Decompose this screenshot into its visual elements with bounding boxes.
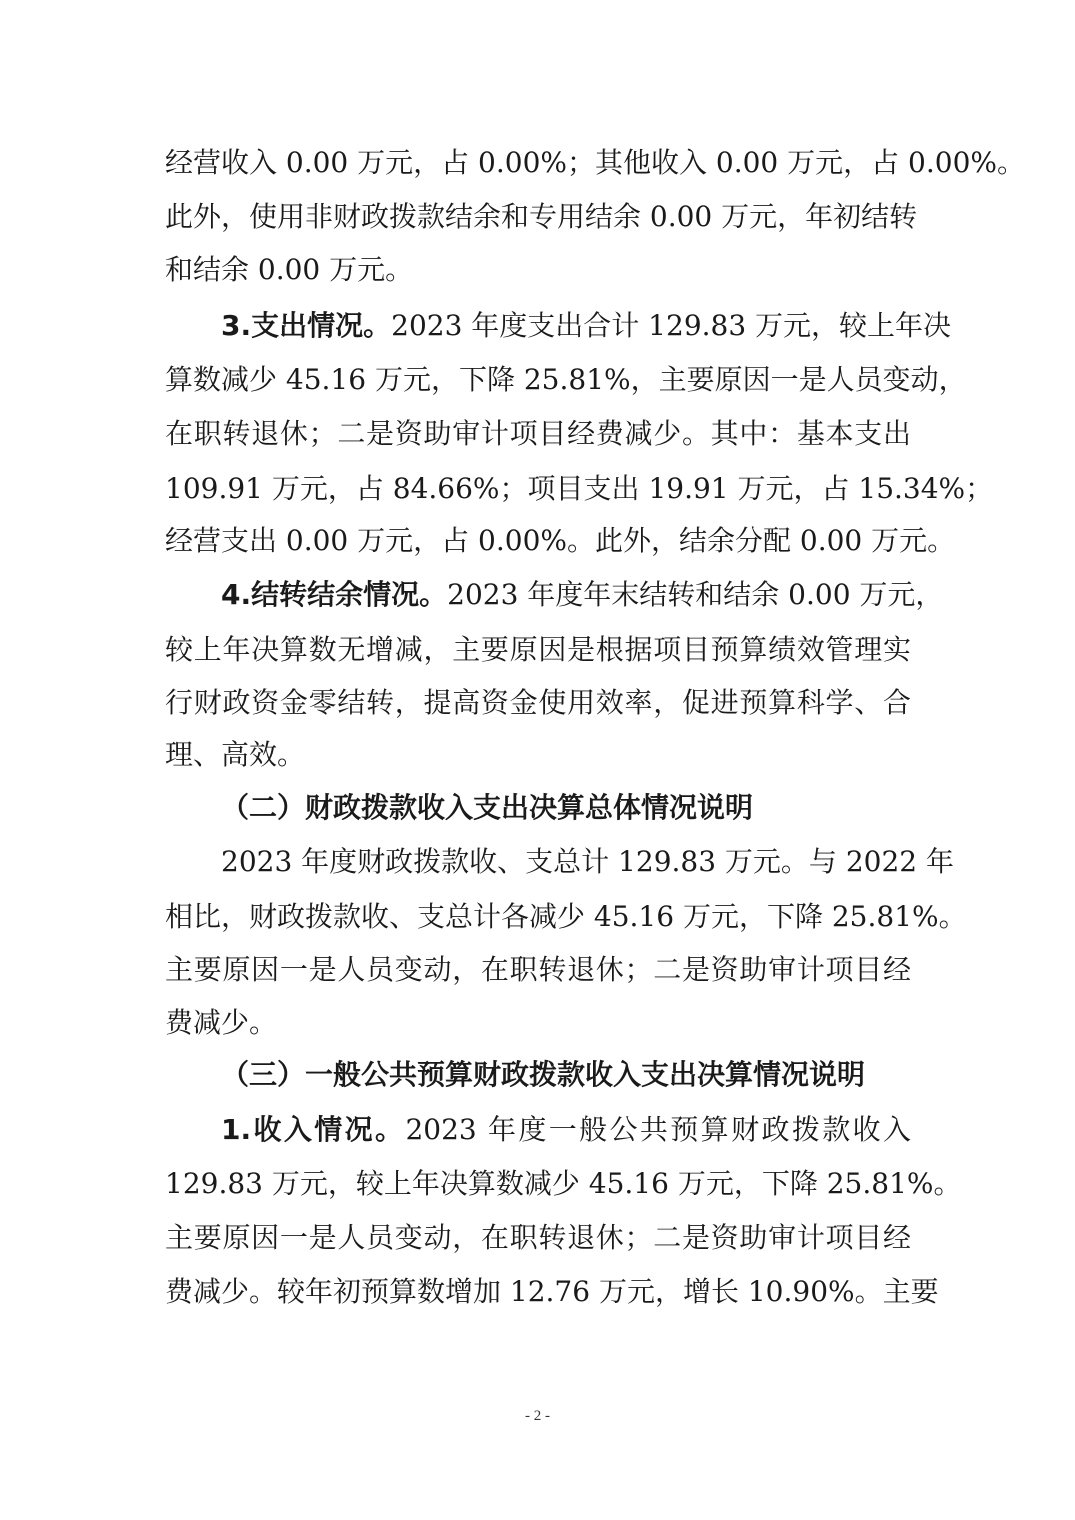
- section-heading-2: （二）财政拨款收入支出决算总体情况说明: [221, 791, 754, 824]
- text-line: 在职转退休；二是资助审计项目经费减少。其中：基本支出: [165, 417, 911, 450]
- text-line: 费减少。: [165, 1006, 278, 1039]
- income-lead: 1.收入情况。: [221, 1113, 406, 1146]
- carryover-text: 2023 年度年末结转和结余 0.00 万元，: [447, 578, 944, 611]
- text-line: 主要原因一是人员变动，在职转退休；二是资助审计项目经: [165, 953, 911, 986]
- text-line: 经营支出 0.00 万元，占 0.00%。此外，结余分配 0.00 万元。: [165, 524, 956, 557]
- text-line: 经营收入 0.00 万元，占 0.00%；其他收入 0.00 万元，占 0.00%。: [165, 146, 1025, 179]
- income-first-line: [221, 1110, 911, 1150]
- text-line: 相比，财政拨款收、支总计各减少 45.16 万元，下降 25.81%。: [165, 900, 967, 933]
- text-line: 和结余 0.00 万元。: [165, 253, 414, 286]
- expenditure-lead: 3.支出情况。: [221, 309, 392, 342]
- page-number: - 2 -: [525, 1408, 550, 1424]
- income-text: 2023 年度一般公共预算财政拨款收入: [405, 1113, 911, 1146]
- carryover-first-line: [221, 575, 944, 615]
- text-line: 行财政资金零结转，提高资金使用效率，促进预算科学、合: [165, 686, 911, 719]
- text-line: 算数减少 45.16 万元，下降 25.81%，主要原因一是人员变动，: [165, 363, 967, 396]
- expenditure-first-line: [221, 306, 952, 346]
- text-line: 109.91 万元，占 84.66%；项目支出 19.91 万元，占 15.34%；: [165, 472, 994, 505]
- text-line: 费减少。较年初预算数增加 12.76 万元，增长 10.90%。主要: [165, 1275, 939, 1308]
- text-line: 2023 年度财政拨款收、支总计 129.83 万元。与 2022 年: [221, 845, 954, 878]
- text-line: 理、高效。: [165, 738, 306, 771]
- text-line: 较上年决算数无增减，主要原因是根据项目预算绩效管理实: [165, 633, 911, 666]
- text-line: 主要原因一是人员变动，在职转退休；二是资助审计项目经: [165, 1221, 911, 1254]
- section-heading-3: （三）一般公共预算财政拨款收入支出决算情况说明: [221, 1058, 866, 1091]
- expenditure-text: 2023 年度支出合计 129.83 万元，较上年决: [391, 309, 952, 342]
- carryover-lead: 4.结转结余情况。: [221, 578, 448, 611]
- text-line: 129.83 万元，较上年决算数减少 45.16 万元，下降 25.81%。: [165, 1167, 962, 1200]
- text-line: 此外，使用非财政拨款结余和专用结余 0.00 万元，年初结转: [165, 200, 918, 233]
